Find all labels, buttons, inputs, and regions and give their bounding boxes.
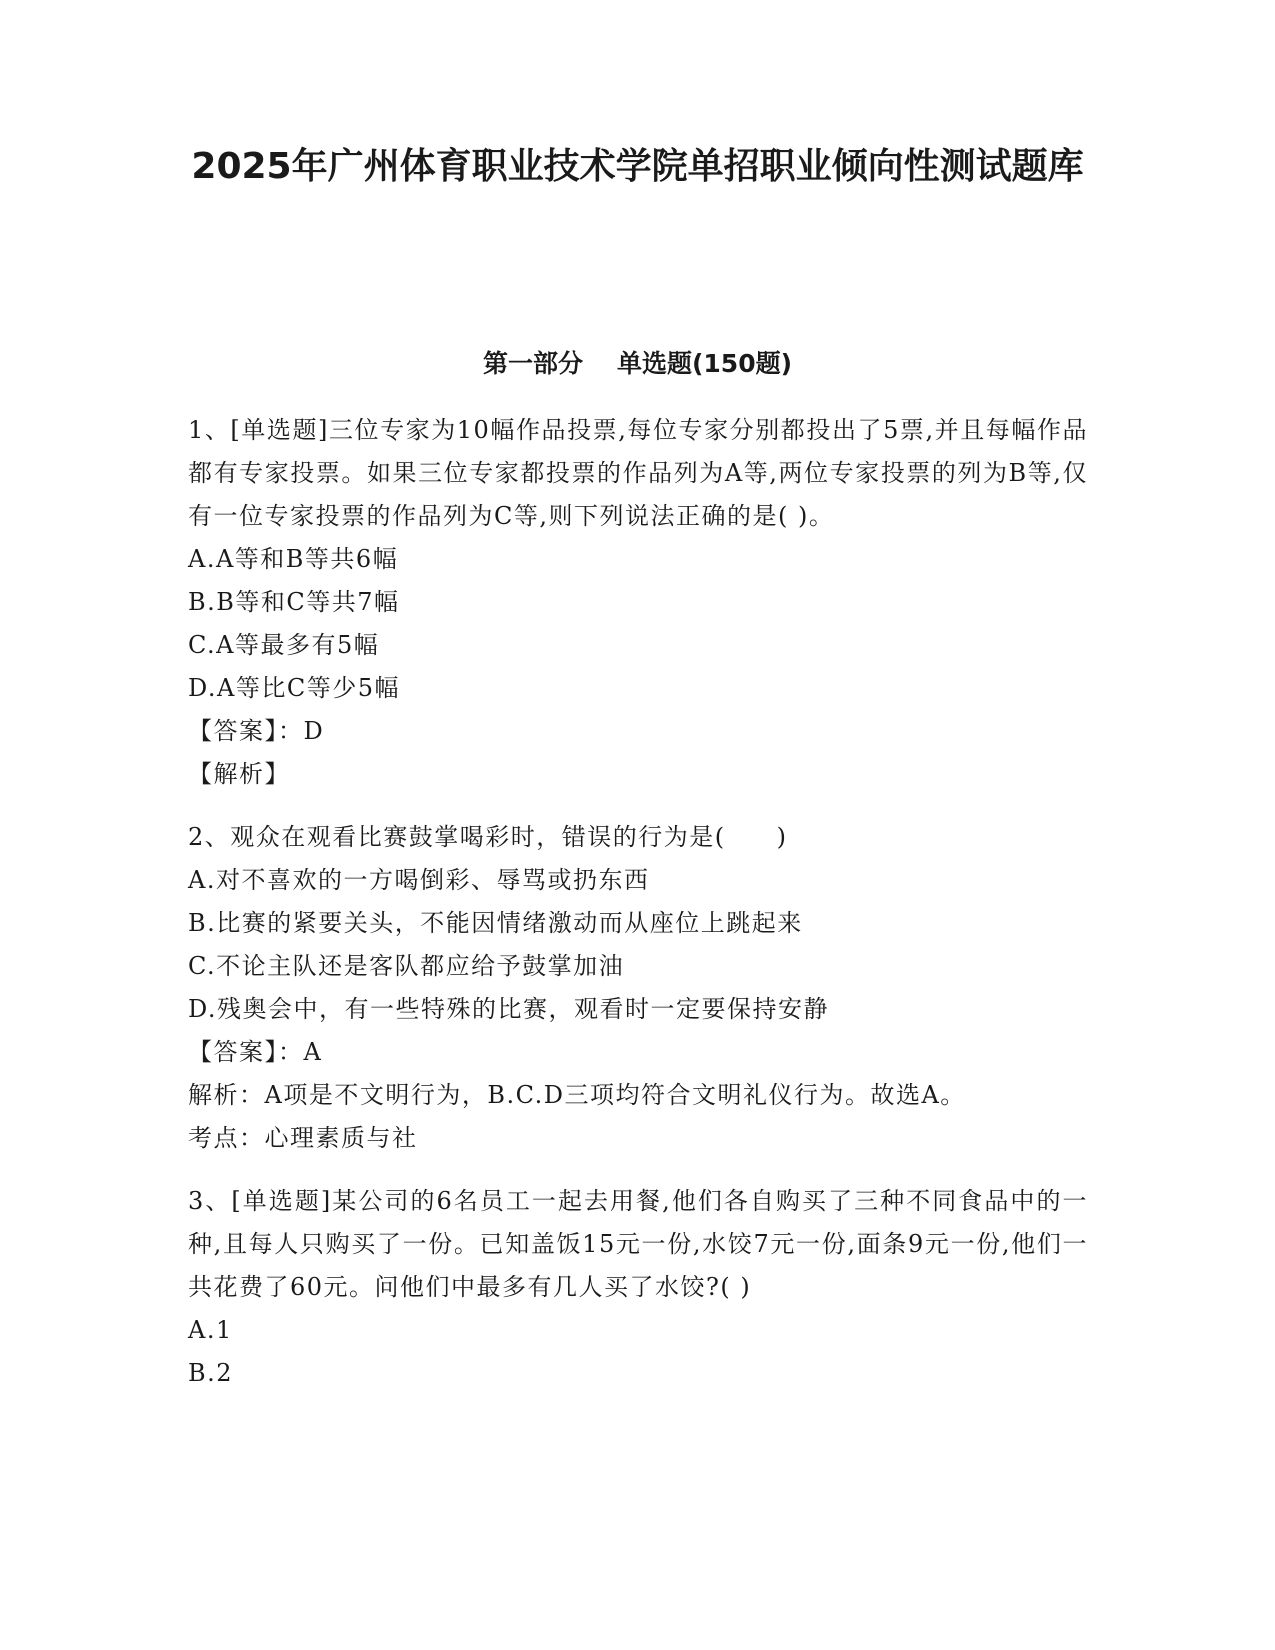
- question-stem: 3、[单选题]某公司的6名员工一起去用餐,他们各自购买了三种不同食品中的一种,且每人只购买了一份。已知盖饭15元一份,水饺7元一份,面条9元一份,他们一共花费了60元。问他们中最多有几人买了水饺?( ): [188, 1187, 1088, 1301]
- option-a: A.A等和B等共6幅: [188, 545, 399, 573]
- answer-line: 【答案】：D: [188, 717, 325, 745]
- document-title: 2025年广州体育职业技术学院单招职业倾向性测试题库: [191, 146, 1084, 187]
- note-line: 考点：心理素质与社: [188, 1124, 418, 1152]
- section-label: 单选题(150题): [616, 349, 793, 378]
- option-c: C.不论主队还是客队都应给予鼓掌加油: [188, 952, 625, 980]
- question-1: [188, 409, 1088, 796]
- option-d: D.A等比C等少5幅: [188, 674, 400, 702]
- section-part: 第一部分: [482, 349, 583, 378]
- option-c: C.A等最多有5幅: [188, 631, 380, 659]
- option-d: D.残奥会中，有一些特殊的比赛，观看时一定要保持安静: [188, 995, 830, 1023]
- answer-line: 【答案】：A: [188, 1038, 323, 1066]
- analysis-line: 解析：A项是不文明行为，B.C.D三项均符合文明礼仪行为。故选A。: [188, 1081, 966, 1109]
- question-stem: 1、[单选题]三位专家为10幅作品投票,每位专家分别都投出了5票,并且每幅作品都有专家投票。如果三位专家都投票的作品列为A等,两位专家投票的列为B等,仅有一位专家投票的作品列为C等,则下列说法正确的是( )。: [188, 416, 1088, 530]
- option-a: A.对不喜欢的一方喝倒彩、辱骂或扔东西: [188, 866, 650, 894]
- option-b: B.比赛的紧要关头，不能因情绪激动而从座位上跳起来: [188, 909, 803, 937]
- option-b: B.B等和C等共7幅: [188, 588, 400, 616]
- option-b: B.2: [188, 1359, 234, 1387]
- question-3: [188, 1180, 1088, 1395]
- section-heading: [150, 346, 1125, 382]
- question-list: [188, 409, 1088, 1415]
- question-stem: 2、观众在观看比赛鼓掌喝彩时，错误的行为是( ): [188, 823, 788, 851]
- option-a: A.1: [188, 1316, 233, 1344]
- question-2: [188, 816, 1088, 1160]
- analysis-line: 【解析】: [188, 760, 290, 788]
